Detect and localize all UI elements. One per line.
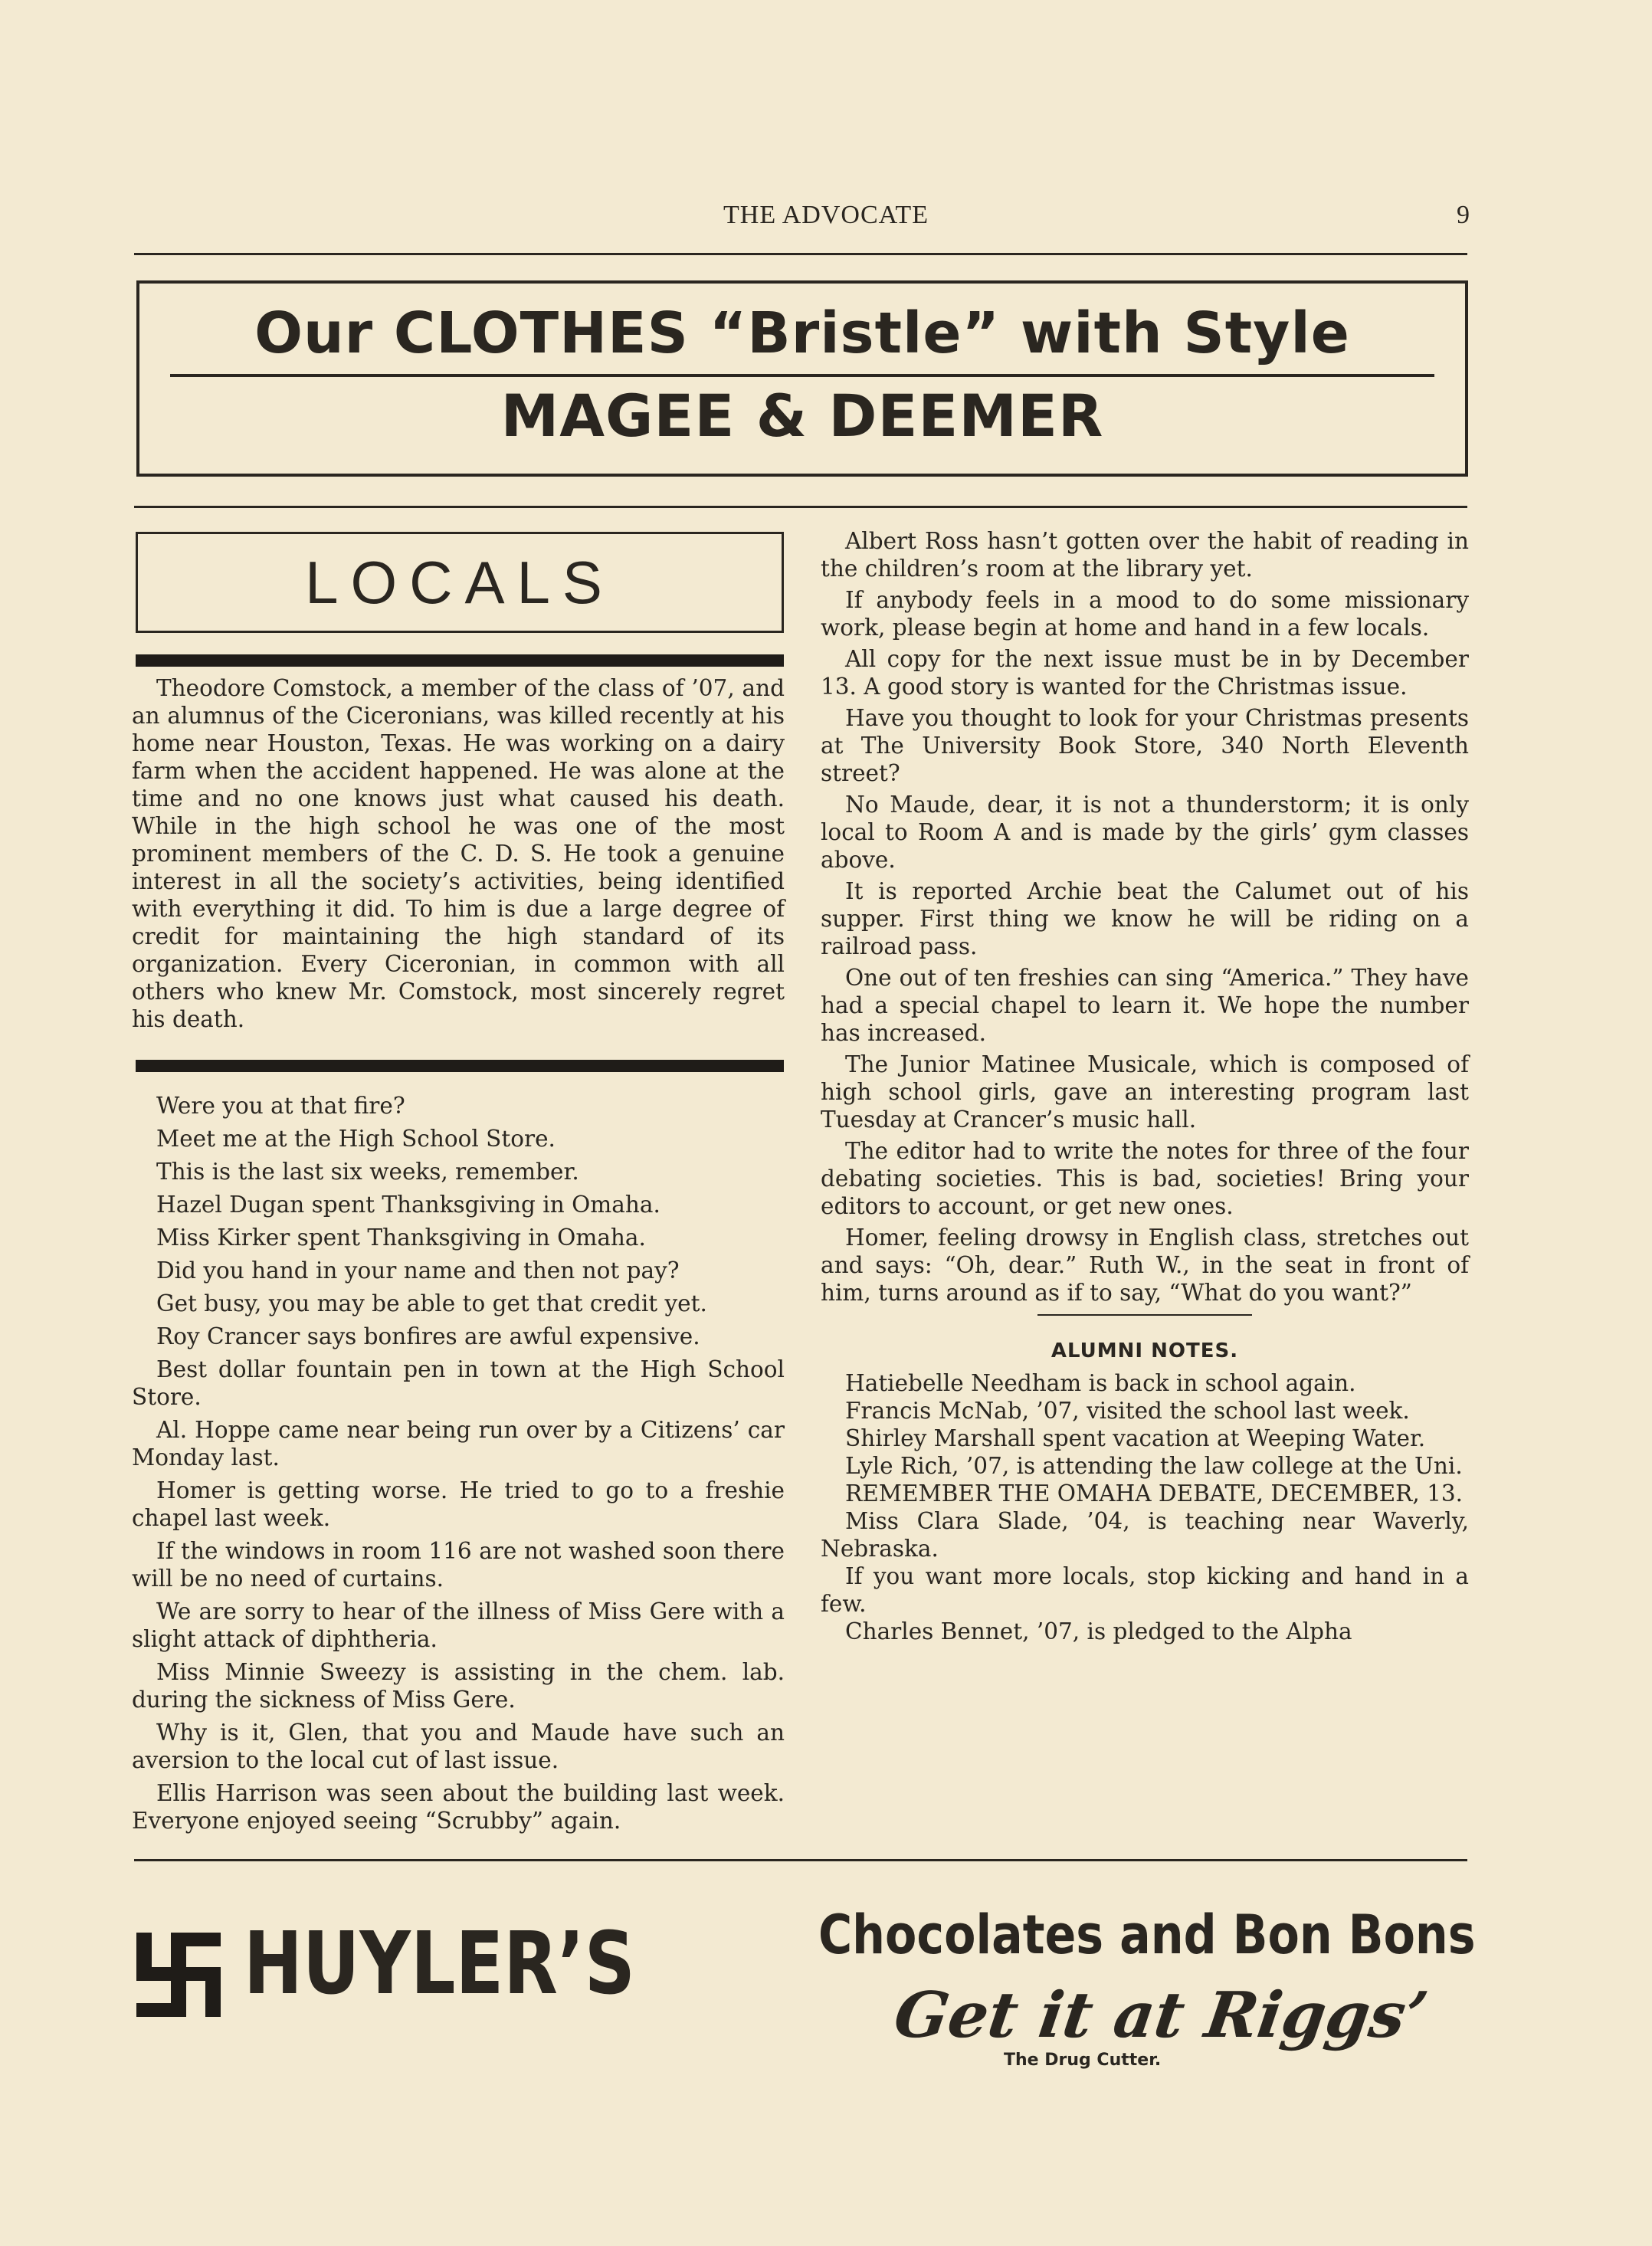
alumni-notes-section	[821, 1337, 1469, 1645]
heavy-rule-bottom	[136, 1060, 784, 1072]
ad-store-name: MAGEE & DEEMER	[500, 382, 1104, 450]
section-divider	[134, 506, 1467, 508]
local-item: Homer is getting worse. He tried to go to a freshie chapel last week.	[132, 1477, 785, 1531]
local-item: Did you hand in your name and then not pay?	[156, 1257, 680, 1284]
local-item: One out of ten freshies can sing “America.” They have had a special chapel to learn it. We hope the number has increased.	[821, 965, 1469, 1046]
local-item: Get busy, you may be able to get that credit yet.	[156, 1290, 707, 1316]
local-item: Hazel Dugan spent Thanksgiving in Omaha.	[156, 1192, 660, 1218]
alumni-item: Charles Bennet, ’07, is pledged to the Alpha	[845, 1618, 1352, 1644]
footer-divider	[134, 1859, 1467, 1861]
local-item: The Junior Matinee Musicale, which is composed of high school girls, gave an interesting program last Tuesday at Crancer’s music hall.	[821, 1051, 1469, 1133]
product-line: Chocolates and Bon Bons	[818, 1903, 1476, 1966]
header-divider	[134, 253, 1467, 255]
alumni-heading: ALUMNI NOTES.	[1051, 1339, 1239, 1362]
page-number: 9	[1457, 201, 1470, 229]
page-header	[0, 201, 1652, 239]
local-item: Roy Crancer says bonfires are awful expensive.	[156, 1323, 700, 1349]
local-item: The editor had to write the notes for three of the four debating societies. This is bad, societies! Bring your editors to account, or get new ones.	[821, 1138, 1469, 1219]
locals-list-right	[821, 527, 1469, 1645]
ad-divider	[170, 374, 1434, 377]
alumni-item: Miss Clara Slade, ’04, is teaching near Waverly, Nebraska.	[821, 1508, 1469, 1562]
local-item: Ellis Harrison was seen about the building last week. Everyone enjoyed seeing “Scrubby” again.	[132, 1780, 785, 1834]
alumni-item: Lyle Rich, ’07, is attending the law college at the Uni.	[845, 1453, 1463, 1479]
local-item: All copy for the next issue must be in by December 13. A good story is wanted for the Christmas issue.	[821, 646, 1469, 700]
obituary-article	[132, 674, 785, 1037]
local-item: If the windows in room 116 are not washed soon there will be no need of curtains.	[132, 1538, 785, 1592]
clothing-advertisement	[136, 280, 1468, 477]
obituary-paragraph: Theodore Comstock, a member of the class of ’07, and an alumnus of the Ciceronians, was killed recently at his home near Houston, Texas. He was working on a dairy farm when the accident happened. He was alone at the time and no one knows just what caused his death. While in the high school he was one of the most prominent members of the C. D. S. He took a genuine interest in all the society’s activities, being identified with everything it did. To him is due a large degree of credit for maintaining the high standard of its organization. Every Ciceronian, in common with all others who knew Mr. Comstock, most sincerely regret his death.	[132, 675, 785, 1032]
local-item: Meet me at the High School Store.	[156, 1126, 556, 1152]
alumni-item: Hatiebelle Needham is back in school again.	[845, 1370, 1356, 1396]
locals-heading-box	[136, 532, 784, 633]
local-item: Miss Kirker spent Thanksgiving in Omaha.	[156, 1225, 646, 1251]
local-item: Al. Hoppe came near being run over by a Citizens’ car Monday last.	[132, 1417, 785, 1471]
local-item: Have you thought to look for your Christmas presents at The University Book Store, 340 North Eleventh street?	[821, 705, 1469, 786]
local-item: Were you at that fire?	[156, 1093, 405, 1119]
local-item: Albert Ross hasn’t gotten over the habit of reading in the children’s room at the library yet.	[821, 528, 1469, 582]
ad-slogan: Our CLOTHES “Bristle” with Style	[254, 300, 1350, 366]
heavy-rule-top	[136, 654, 784, 667]
local-item: We are sorry to hear of the illness of Miss Gere with a slight attack of diphtheria.	[132, 1598, 785, 1652]
alumni-item: If you want more locals, stop kicking and hand in a few.	[821, 1563, 1469, 1617]
locals-list-left	[132, 1092, 785, 1840]
alumni-divider	[1037, 1314, 1252, 1316]
brand-name: HUYLER’S	[244, 1914, 635, 2014]
alumni-item: REMEMBER THE OMAHA DEBATE, DECEMBER, 13.	[845, 1480, 1464, 1507]
local-item: No Maude, dear, it is not a thunderstorm; it is only local to Room A and is made by the girls’ gym classes above.	[821, 792, 1469, 873]
local-item: Miss Minnie Sweezy is assisting in the chem. lab. during the sickness of Miss Gere.	[132, 1659, 785, 1713]
locals-title: LOCALS	[305, 548, 615, 616]
alumni-item: Shirley Marshall spent vacation at Weeping Water.	[845, 1425, 1426, 1451]
store-tagline: The Drug Cutter.	[1004, 2051, 1162, 2070]
local-item: If anybody feels in a mood to do some missionary work, please begin at home and hand in a few locals.	[821, 587, 1469, 641]
local-item: Why is it, Glen, that you and Maude have such an aversion to the local cut of last issue.	[132, 1720, 785, 1773]
store-slogan: Get it at Riggs’	[890, 1979, 1433, 2052]
local-item: It is reported Archie beat the Calumet out of his supper. First thing we know he will be riding on a railroad pass.	[821, 878, 1469, 959]
local-item: Homer, feeling drowsy in English class, stretches out and says: “Oh, dear.” Ruth W., in the seat in front of him, turns around as if to say, “What do you want?”	[821, 1225, 1469, 1306]
local-item: This is the last six weeks, remember.	[156, 1159, 579, 1185]
local-item: Best dollar fountain pen in town at the High School Store.	[132, 1356, 785, 1410]
alumni-item: Francis McNab, ’07, visited the school last week.	[845, 1398, 1410, 1424]
huyler-logo-icon	[136, 1933, 221, 2017]
chocolate-advertisement	[0, 1893, 1652, 2123]
publication-title: THE ADVOCATE	[723, 201, 929, 229]
